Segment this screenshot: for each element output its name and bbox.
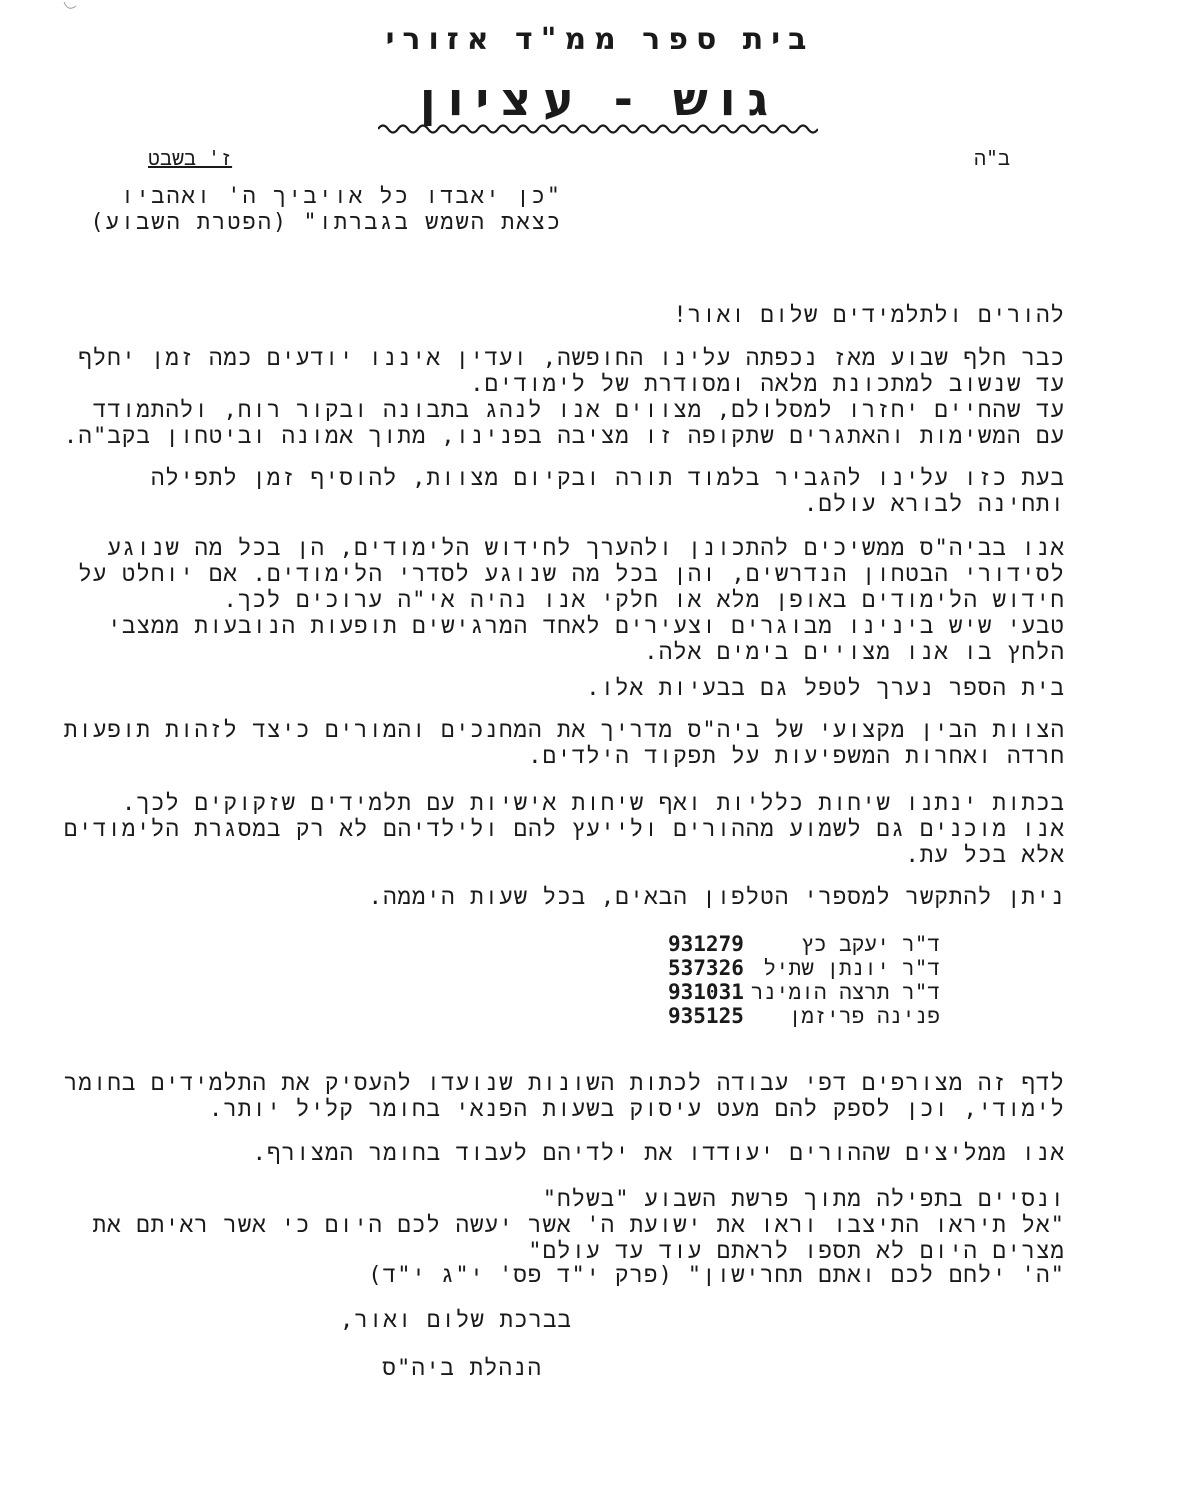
- signature: הנהלת ביה"ס: [382, 1355, 542, 1381]
- body-line: בעת כזו עלינו להגביר בלמוד תורה ובקיום מצוות, להוסיף זמן לתפילה: [150, 465, 1065, 491]
- body-line: עם המשימות והאתגרים שתקופה זו מציבה בפנינו, מתוך אמונה וביטחון בקב"ה.: [63, 423, 1065, 449]
- body-line: בכתות ינתנו שיחות כלליות ואף שיחות אישיות עם תלמידים שזקוקים לכך.: [121, 790, 1065, 816]
- contact-name: פנינה פריזמן: [788, 1004, 940, 1028]
- contact-phone: 931279: [668, 932, 744, 956]
- body-line: אלא בכל עת.: [905, 842, 1065, 868]
- contact-row: [640, 980, 940, 1004]
- closing-quote-line: "אל תיראו התיצבו וראו את ישועת ה' אשר יעשה לכם היום כי אשר ראיתם את: [92, 1212, 1065, 1238]
- body-line: הלחץ בו אנו מצויים בימים אלה.: [644, 639, 1065, 665]
- closing-quote-line: מצרים היום לא תספו לראתם עוד עד עולם": [528, 1238, 1065, 1264]
- body-line: ותחינה לבורא עולם.: [803, 491, 1065, 517]
- body-line: לדף זה מצורפים דפי עבודה לכתות השונות שנועדו להעסיק את התלמידים בחומר: [63, 1070, 1065, 1096]
- body-line: לסידורי הבטחון הנדרשים, והן בכל מה שנוגע לסדרי הלימודים. אם יוחלט על: [78, 561, 1065, 587]
- school-name: בית ספר ממ"ד אזורי: [385, 22, 815, 57]
- contact-phone: 935125: [668, 1004, 744, 1028]
- body-line: ניתן להתקשר למספרי הטלפון הבאים, בכל שעות היממה.: [368, 884, 1065, 910]
- body-line: אנו ממליצים שההורים יעודדו את ילדיהם לעבוד בחומר המצורף.: [252, 1140, 1065, 1166]
- greeting: להורים ולתלמידים שלום ואור!: [673, 302, 1065, 328]
- contact-phone: 537326: [668, 956, 744, 980]
- body-line: עד שהחיים יחזרו למסלולם, מצווים אנו לנהג בתבונה ובקור רוח, ולהתמודד: [92, 397, 1065, 423]
- body-line: הצוות הבין מקצועי של ביה"ס מדריך את המחנכים והמורים כיצד לזהות תופעות: [63, 717, 1065, 743]
- contact-row: [640, 1004, 940, 1028]
- body-line: חידוש הלימודים באופן מלא או חלקי אנו נהיה אי"ה ערוכים לכך.: [223, 587, 1065, 613]
- body-line: כבר חלף שבוע מאז נכפתה עלינו החופשה, ועדין איננו יודעים כמה זמן יחלף: [78, 345, 1065, 371]
- body-line: טבעי שיש בינינו מבוגרים וצעירים לאחד המרגישים תופעות הנובעות ממצבי: [107, 613, 1065, 639]
- blessing: בברכת שלום ואור,: [339, 1307, 572, 1333]
- contact-row: [640, 932, 940, 956]
- school-location: גוש - עציון: [419, 72, 781, 126]
- contact-phone: 931031: [668, 980, 744, 1004]
- body-line: עד שנשוב למתכונת מלאה ומסודרת של לימודים.: [470, 371, 1065, 397]
- body-line: בית הספר נערך לטפל גם בבעיות אלו.: [586, 675, 1065, 701]
- opening-quote-line: "כן יאבדו כל אויביך ה' ואהביו: [120, 184, 562, 209]
- body-line: אנו בביה"ס ממשיכים להתכונן ולהערך לחידוש הלימודים, הן בכל מה שנוגע: [107, 535, 1065, 561]
- hebrew-date: ז' בשבט: [148, 146, 233, 170]
- body-line: לימודי, וכן לספק להם מעט עיסוק בשעות הפנאי בחומר קליל יותר.: [208, 1096, 1065, 1122]
- body-line: אנו מוכנים גם לשמוע מההורים ולייעץ להם ולילדיהם לא רק במסגרת הלימודים: [63, 816, 1065, 842]
- scan-mark: [60, 0, 80, 16]
- closing-quote-line: ונסיים בתפילה מתוך פרשת השבוע "בשלח": [542, 1186, 1065, 1212]
- decorative-wavy-line: [378, 120, 818, 138]
- opening-quote-line: כצאת השמש בגברתו" (הפטרת השבוע): [90, 210, 562, 235]
- contact-name: ד"ר תרצה הומינר: [750, 980, 940, 1004]
- body-line: חרדה ואחרות המשפיעות על תפקוד הילדים.: [528, 743, 1065, 769]
- contact-name: ד"ר יעקב כץ: [801, 932, 940, 956]
- closing-quote-line: "ה' ילחם לכם ואתם תחרישון" (פרק י"ד פס' י"ג י"ד): [368, 1262, 1065, 1288]
- bh-mark: ב"ה: [973, 146, 1010, 170]
- contact-name: ד"ר יונתן שתיל: [763, 956, 940, 980]
- contact-row: [640, 956, 940, 980]
